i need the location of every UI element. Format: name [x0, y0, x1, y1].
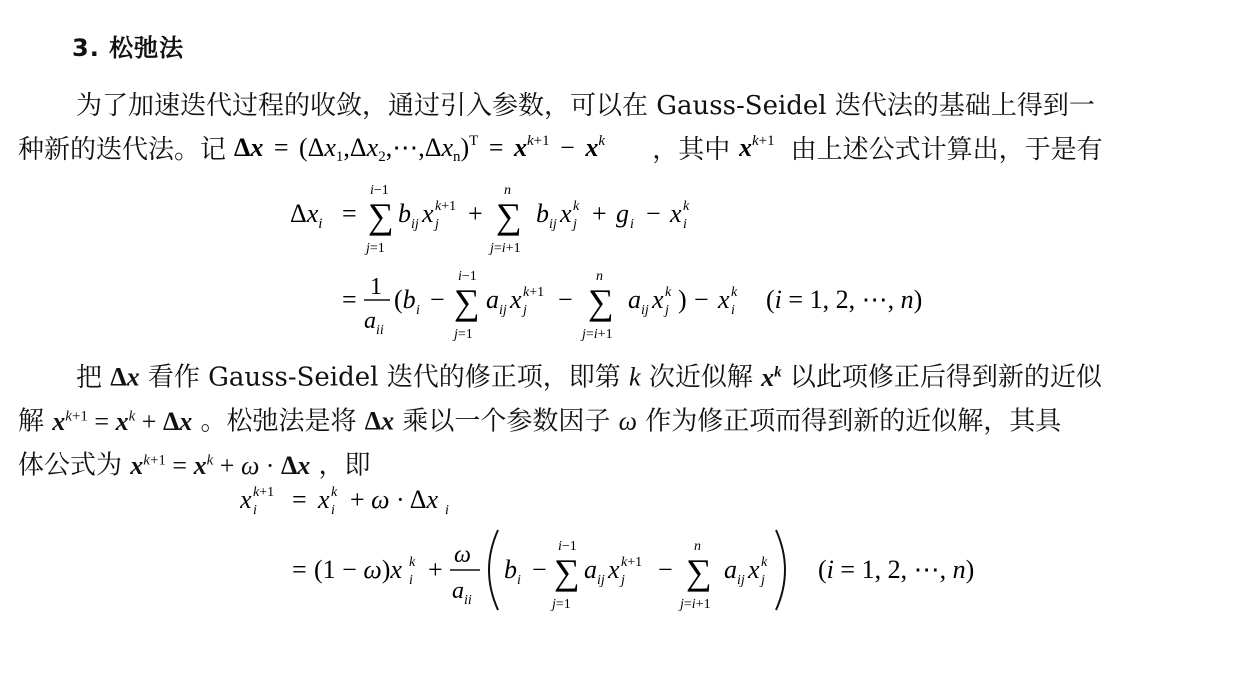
- paragraph-text: 体公式为: [18, 450, 123, 481]
- paragraph-text: 为了加速迭代过程的收敛，通过引入参数，可以在 Gauss-Seidel 迭代法的基础上得到一: [76, 91, 1095, 121]
- svg-text:i−1: i−1: [370, 183, 389, 198]
- inline-math-delta-x: Δx: [364, 406, 395, 436]
- svg-text:∑: ∑: [554, 552, 580, 592]
- svg-text:Δxi: $\Delta x_i$: [290, 199, 323, 232]
- svg-text:g: g: [616, 199, 629, 228]
- paragraph-text: 次近似解: [648, 362, 753, 393]
- paragraph-text: 解: [18, 406, 45, 437]
- svg-text:ij: ij: [499, 303, 507, 318]
- svg-text:k: k: [573, 199, 580, 214]
- svg-text:∑: ∑: [368, 196, 394, 236]
- svg-text:ω: ω: [454, 542, 471, 568]
- svg-text:k: k: [331, 485, 338, 500]
- svg-text:+: +: [592, 199, 607, 228]
- paragraph-2-line-2: [18, 394, 1218, 444]
- inline-math-update: $x^{k+1} = x^k + \Delta x$: [52, 406, 193, 436]
- svg-text:x: x: [510, 285, 522, 314]
- svg-text:i: i: [253, 503, 257, 518]
- svg-text:k+1: k+1: [435, 199, 457, 214]
- svg-text:j=1: j=1: [552, 597, 571, 612]
- svg-text:+: +: [468, 199, 483, 228]
- svg-text:i: i: [331, 503, 335, 518]
- inline-math-omega: ω: [618, 406, 638, 436]
- svg-text:k: k: [731, 285, 738, 300]
- svg-text:(i = 1, 2, ⋯, n): (i = 1, 2, ⋯, n): [818, 555, 975, 584]
- svg-text:xk+1: $x^k+1$: [738, 133, 775, 162]
- svg-text:ii: ii: [376, 323, 384, 338]
- svg-text:=: =: [342, 199, 357, 228]
- svg-text:a: a: [364, 308, 376, 334]
- inline-math-k: k: [629, 362, 641, 392]
- paragraph-text: 作为修正项而得到新的近似解，其具: [645, 406, 1062, 437]
- svg-text:i: i: [416, 303, 420, 318]
- svg-text:n: n: [694, 539, 701, 554]
- svg-text:a: a: [452, 578, 464, 604]
- svg-text:x: x: [240, 485, 252, 514]
- paragraph-1-line-1: [18, 84, 1218, 128]
- svg-text:x: x: [608, 555, 620, 584]
- svg-text:i: i: [731, 303, 735, 318]
- svg-text:ij: ij: [641, 303, 649, 318]
- paragraph-text: ，其中: [652, 135, 731, 165]
- svg-text:i: i: [517, 573, 521, 588]
- svg-text:j=1: j=1: [454, 327, 473, 342]
- svg-text:x: x: [560, 199, 572, 228]
- svg-text:i−1: i−1: [558, 539, 577, 554]
- svg-text:): ): [678, 285, 687, 314]
- svg-text:=: =: [292, 555, 307, 584]
- svg-text:i−1: i−1: [458, 269, 477, 284]
- svg-text:i: i: [630, 217, 634, 232]
- section-title: 3. 松弛法: [72, 34, 185, 62]
- svg-text:a: a: [724, 555, 737, 584]
- svg-text:1: 1: [370, 274, 382, 300]
- svg-text:−: −: [532, 555, 547, 584]
- svg-text:(1 − ω)x: (1 − ω)x: [314, 555, 402, 584]
- svg-text:k+1: k+1: [621, 555, 643, 570]
- svg-text:=: =: [342, 285, 357, 314]
- svg-text:b: b: [398, 199, 411, 228]
- svg-text:x: x: [318, 485, 330, 514]
- svg-text:x: x: [748, 555, 760, 584]
- svg-text:n: n: [504, 183, 511, 198]
- inline-formula-xk1: [739, 131, 791, 165]
- svg-text:k: k: [665, 285, 672, 300]
- svg-text:j: j: [435, 217, 439, 232]
- paragraph-text: 以此项修正后得到新的近似: [789, 362, 1102, 393]
- svg-text:ij: ij: [411, 217, 419, 232]
- svg-text:j: j: [573, 217, 577, 232]
- svg-text:x: x: [670, 199, 682, 228]
- svg-text:−: −: [694, 285, 709, 314]
- svg-text:∑: ∑: [454, 282, 480, 322]
- svg-text:j: j: [523, 303, 527, 318]
- inline-formula-delta-x-definition: [234, 131, 652, 165]
- svg-text:j=i+1: j=i+1: [582, 327, 613, 342]
- svg-text:x: x: [652, 285, 664, 314]
- svg-text:ij: ij: [737, 573, 745, 588]
- svg-text:ij: ij: [549, 217, 557, 232]
- svg-text:k: k: [409, 555, 416, 570]
- svg-text:n: n: [596, 269, 603, 284]
- paragraph-text: 乘以一个参数因子: [402, 406, 611, 437]
- equation-delta-xi: [290, 176, 970, 356]
- paragraph-text: 。松弛法是将: [200, 406, 357, 437]
- svg-text:j=1: j=1: [366, 241, 385, 256]
- svg-text:a: a: [486, 285, 499, 314]
- paragraph-text: ，即: [318, 450, 371, 481]
- svg-text:k+1: k+1: [523, 285, 545, 300]
- svg-text:b: b: [504, 555, 517, 584]
- svg-text:ii: ii: [464, 593, 472, 608]
- svg-text:j: j: [761, 573, 765, 588]
- svg-text:k: k: [761, 555, 768, 570]
- svg-text:+: +: [428, 555, 443, 584]
- svg-text:=: =: [292, 485, 307, 514]
- svg-text:i: i: [683, 217, 687, 232]
- svg-text:ij: ij: [597, 573, 605, 588]
- svg-text:j: j: [621, 573, 625, 588]
- svg-text:j=i+1: j=i+1: [490, 241, 521, 256]
- paragraph-text: 把: [76, 362, 103, 393]
- svg-text:+ ω · Δx: + ω · Δx: [350, 485, 439, 514]
- svg-text:∑: ∑: [588, 282, 614, 322]
- svg-text:∑: ∑: [496, 196, 522, 236]
- inline-math-sor-update: $x^{k+1} = x^k + \omega \cdot \Delta x$: [130, 450, 311, 480]
- svg-text:−: −: [646, 199, 661, 228]
- paragraph-text: 看作 Gauss-Seidel 迭代的修正项，即第: [147, 362, 621, 393]
- svg-text:−: −: [558, 285, 573, 314]
- svg-text:x: x: [422, 199, 434, 228]
- paragraph-2-line-1: [18, 350, 1218, 400]
- equation-sor: [240, 478, 1000, 628]
- svg-text:a: a: [628, 285, 641, 314]
- svg-text:Δx = (Δx1,Δx2,: Δx = (Δx1,Δx2,⋯,Δxn)$^T$ = $x^k+1$ − $x^k$: [234, 133, 606, 165]
- svg-text:(i = 1, 2, ⋯, n): (i = 1, 2, ⋯, n): [766, 285, 923, 314]
- svg-text:j: j: [665, 303, 669, 318]
- svg-text:k+1: k+1: [253, 485, 275, 500]
- svg-text:i: i: [409, 573, 413, 588]
- svg-text:x: x: [718, 285, 730, 314]
- svg-text:−: −: [658, 555, 673, 584]
- svg-text:b: b: [536, 199, 549, 228]
- svg-text:j=i+1: j=i+1: [680, 597, 711, 612]
- svg-text:(b: (b: [394, 285, 416, 314]
- inline-math-xk: $x^k$: [761, 362, 782, 392]
- paragraph-text: 种新的迭代法。记: [18, 135, 227, 165]
- svg-text:a: a: [584, 555, 597, 584]
- paragraph-1-line-2: [18, 128, 1218, 172]
- svg-text:∑: ∑: [686, 552, 712, 592]
- svg-text:k: k: [683, 199, 690, 214]
- paragraph-text: 由上述公式计算出，于是有: [790, 135, 1103, 165]
- svg-text:i: i: [445, 503, 449, 518]
- svg-text:−: −: [430, 285, 445, 314]
- inline-math-delta-x: Δx: [110, 362, 140, 392]
